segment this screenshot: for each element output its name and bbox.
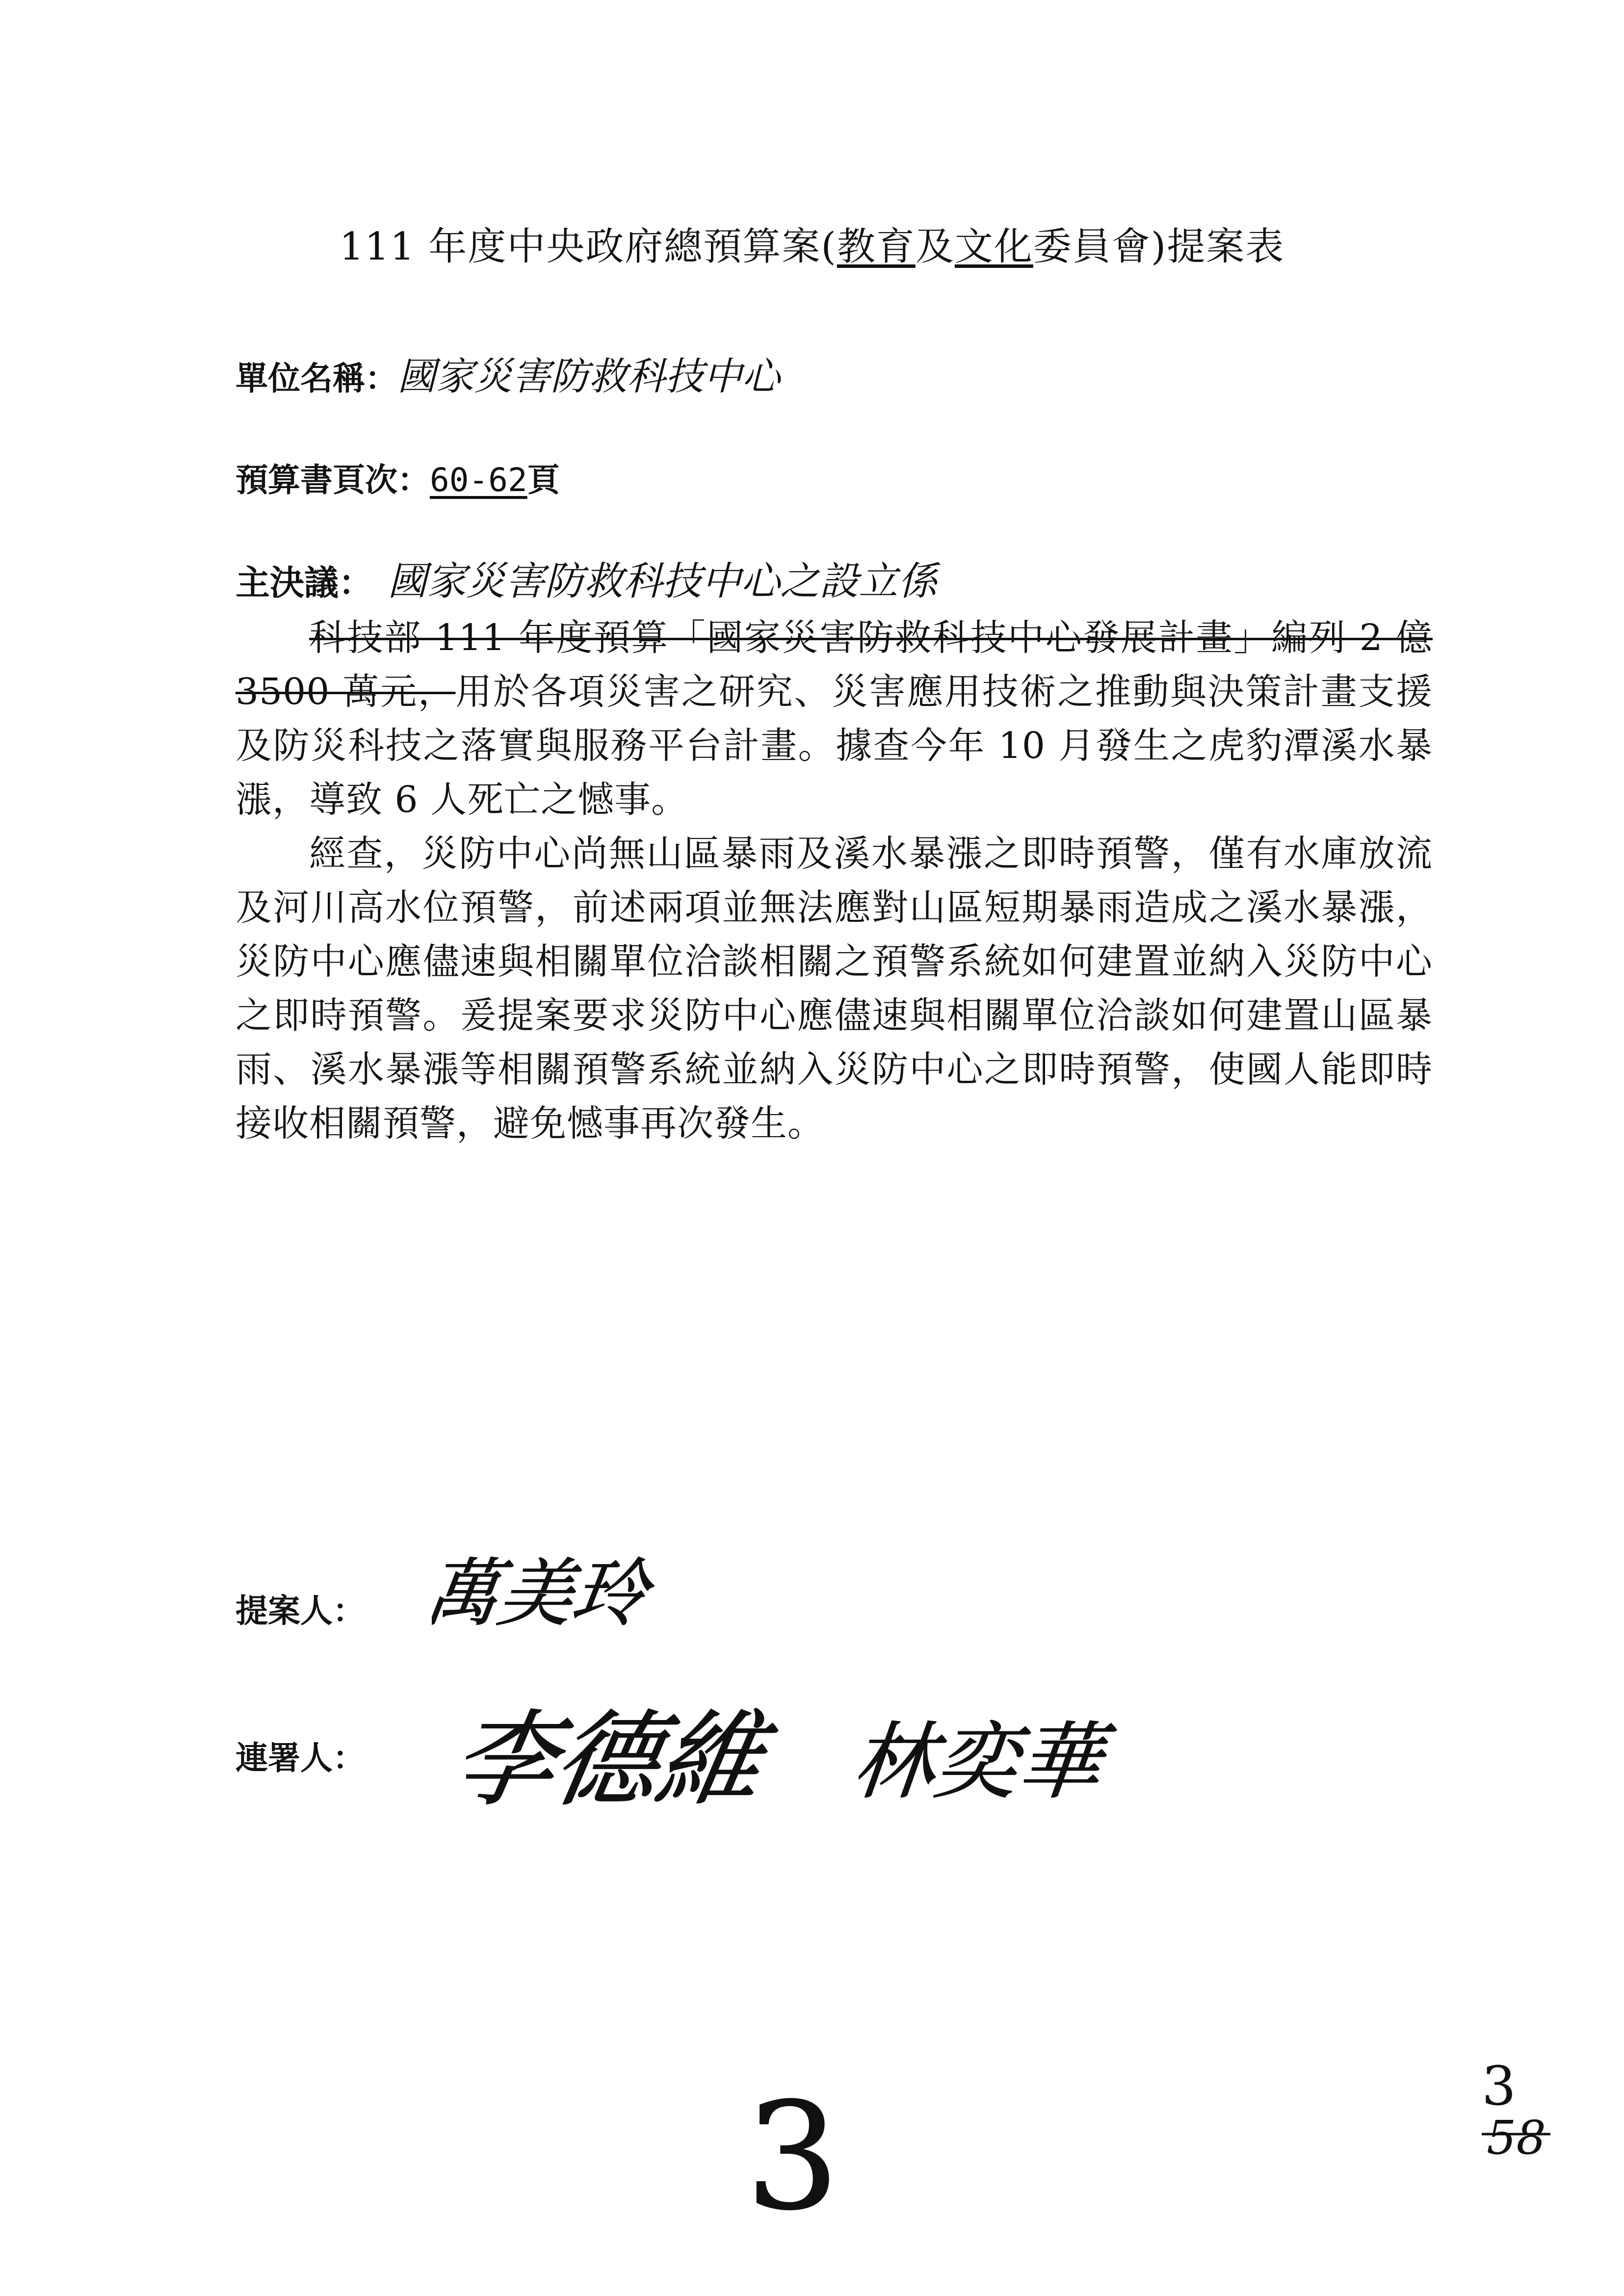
cosigner-signature-2 (859, 1693, 1173, 1856)
proposer-signature (432, 1550, 775, 1650)
page-number-text: 3 (746, 2075, 839, 2232)
proposer-signature-text: 萬美玲 (432, 1550, 653, 1637)
proposer-signature-drawing (432, 1550, 775, 1648)
title-committee-a: 教育 (837, 225, 916, 269)
corner-page-stamp (1452, 2051, 1565, 2198)
unit-label: 單位名稱： (236, 360, 397, 397)
title-prefix: 111 年度中央政府總預算案( (339, 225, 837, 269)
cosigner-row (236, 1732, 365, 1778)
proposer-label: 提案人： (236, 1592, 365, 1630)
cosigner-signature-1 (466, 1683, 819, 1847)
budget-pages-unit: 頁 (527, 461, 560, 499)
cosigner-signature-1-drawing (466, 1683, 819, 1845)
struck-text: 科技部 111 年度預算「國家災害防救科技中心發展計畫」編列 2 億 3500 萬元， (236, 617, 1433, 713)
document-title (0, 216, 1624, 271)
page-number (736, 2075, 864, 2234)
proposer-row (236, 1585, 365, 1631)
corner-stamp-bottom: 58 (1487, 2111, 1546, 2165)
unit-value: 國家災害防救科技中心 (397, 355, 781, 399)
main-resolution-handwritten: 國家災害防救科技中心之設立係 (388, 558, 937, 604)
unit-row (236, 346, 780, 401)
body-paragraph-1-text: 用於各項災害之研究、災害應用技術之推動與決策計畫支援及防災科技之落實與服務平台計畫。據查今年 10 月發生之虎豹潭溪水暴漲，導致 6 人死亡之憾事。 (236, 671, 1433, 821)
cosigner-label: 連署人： (236, 1739, 365, 1777)
main-resolution-row (236, 549, 937, 606)
title-suffix: 委員會)提案表 (1033, 225, 1285, 269)
main-resolution-label: 主決議： (236, 563, 373, 603)
title-committee-c: 文化 (954, 225, 1033, 269)
cosigner-signature-2-drawing (859, 1693, 1173, 1854)
budget-pages-value: 60-62 (430, 461, 527, 499)
body-paragraph-1 (236, 611, 1433, 827)
body-paragraph-2: 經查，災防中心尚無山區暴雨及溪水暴漲之即時預警，僅有水庫放流及河川高水位預警，前述兩項並無法應對山區短期暴雨造成之溪水暴漲，災防中心應儘速與相關單位洽談相關之預警系統如何建置並納入災防中心之即時預警。爰提案要求災防中心應儘速與相關單位洽談如何建置山區暴雨、溪水暴漲等相關預警系統並納入災防中心之即時預警，使國人能即時接收相關預警，避免憾事再次發生。 (236, 833, 1433, 1145)
budget-pages-row (236, 454, 560, 500)
page-number-drawing (736, 2075, 864, 2232)
corner-page-stamp-drawing (1452, 2051, 1565, 2198)
cosigner-signature-2-text: 林奕華 (859, 1714, 1107, 1811)
corner-stamp-top: 3 (1482, 2055, 1516, 2117)
title-committee-b: 及 (915, 225, 955, 269)
proposal-body (236, 611, 1433, 1150)
budget-pages-label: 預算書頁次： (236, 461, 430, 499)
cosigner-signature-1-text: 李德維 (466, 1700, 772, 1820)
